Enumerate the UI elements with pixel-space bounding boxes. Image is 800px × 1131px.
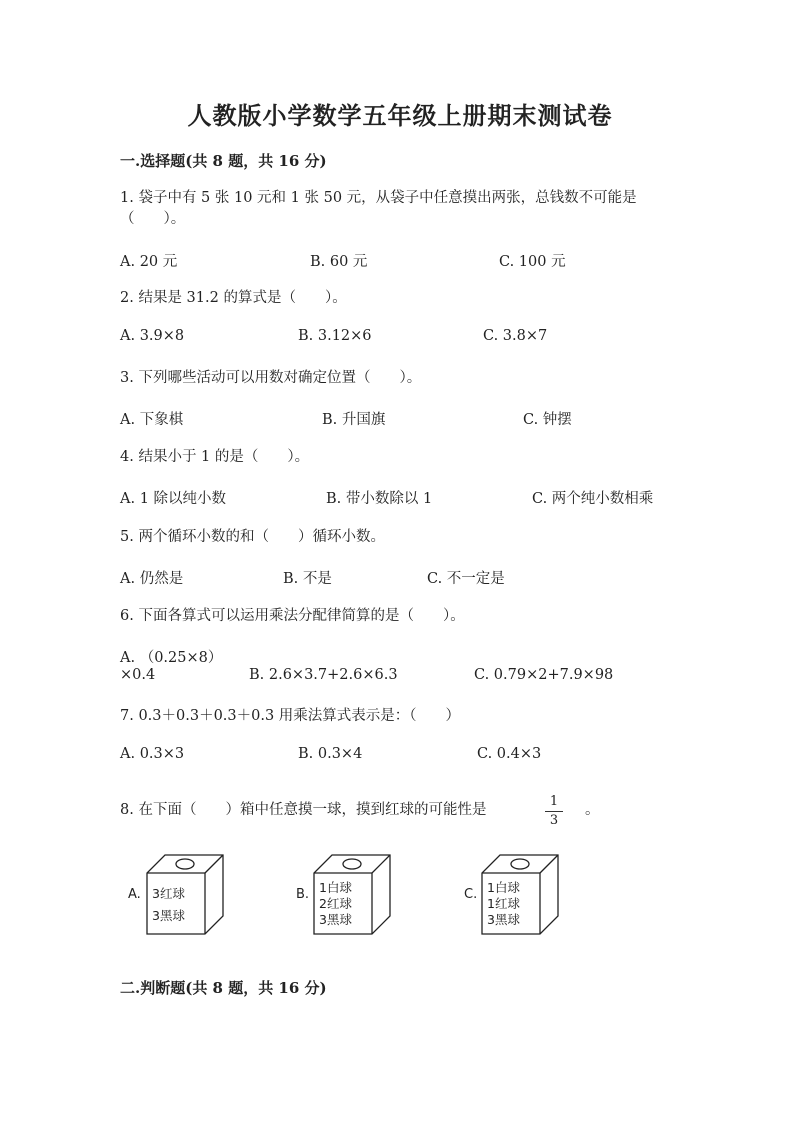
- question-1-option-c[interactable]: C. 100 元: [499, 254, 566, 270]
- fraction-bar: [545, 811, 563, 812]
- question-5-text: 5. 两个循环小数的和（ ）循环小数。: [120, 529, 385, 545]
- box-c-line-3: 3黑球: [487, 912, 520, 927]
- box-a-hole: [176, 859, 194, 869]
- question-8-text-end: 。: [585, 802, 600, 818]
- box-b-line-1: 1白球: [319, 880, 352, 895]
- question-6-option-a[interactable]: A. （0.25×8）: [120, 650, 223, 666]
- box-c-figure[interactable]: [481, 853, 561, 938]
- box-b-line-3: 3黑球: [319, 912, 352, 927]
- question-2-option-c[interactable]: C. 3.8×7: [483, 328, 548, 344]
- box-b-label[interactable]: B.: [296, 887, 310, 902]
- question-7-text: 7. 0.3＋0.3＋0.3＋0.3 用乘法算式表示是：（ ）: [120, 708, 461, 724]
- box-a-line-2: 3黑球: [152, 908, 185, 923]
- question-2-option-b[interactable]: B. 3.12×6: [298, 328, 372, 344]
- question-1-option-b[interactable]: B. 60 元: [310, 254, 368, 270]
- box-c-line-1: 1白球: [487, 880, 520, 895]
- question-1-text-cont: （ ）。: [120, 211, 186, 227]
- page-title: 人教版小学数学五年级上册期末测试卷: [187, 101, 613, 130]
- probability-fraction: [545, 794, 563, 829]
- question-4-option-c[interactable]: C. 两个纯小数相乘: [532, 491, 654, 507]
- question-6-text: 6. 下面各算式可以运用乘法分配律简算的是（ ）。: [120, 608, 465, 624]
- box-b-figure[interactable]: [313, 853, 393, 938]
- question-3-option-a[interactable]: A. 下象棋: [120, 412, 184, 428]
- box-a-label[interactable]: A.: [128, 887, 141, 902]
- question-1-option-a[interactable]: A. 20 元: [120, 254, 178, 270]
- question-2-text: 2. 结果是 31.2 的算式是（ ）。: [120, 290, 347, 306]
- section-heading-choice: 一.选择题(共 8 题，共 16 分): [120, 152, 327, 170]
- question-6-option-a-cont[interactable]: ×0.4: [120, 667, 156, 683]
- fraction-numerator: 1: [549, 794, 559, 809]
- question-4-text: 4. 结果小于 1 的是（ ）。: [120, 449, 310, 465]
- question-7-option-a[interactable]: A. 0.3×3: [120, 746, 185, 762]
- question-2-option-a[interactable]: A. 3.9×8: [120, 328, 185, 344]
- box-a-line-1: 3红球: [152, 886, 185, 901]
- question-3-option-b[interactable]: B. 升国旗: [322, 412, 386, 428]
- box-c-hole: [511, 859, 529, 869]
- box-c-label[interactable]: C.: [464, 887, 478, 902]
- question-6-option-c[interactable]: C. 0.79×2+7.9×98: [474, 667, 614, 683]
- question-5-option-c[interactable]: C. 不一定是: [427, 571, 505, 587]
- question-4-option-a[interactable]: A. 1 除以纯小数: [120, 491, 227, 507]
- box-c-line-2: 1红球: [487, 896, 520, 911]
- fraction-denominator: 3: [549, 813, 559, 828]
- question-7-option-c[interactable]: C. 0.4×3: [477, 746, 542, 762]
- question-3-text: 3. 下列哪些活动可以用数对确定位置（ ）。: [120, 370, 422, 386]
- question-6-option-b[interactable]: B. 2.6×3.7+2.6×6.3: [249, 667, 398, 683]
- section-heading-judgment: 二.判断题(共 8 题，共 16 分): [120, 979, 327, 997]
- question-3-option-c[interactable]: C. 钟摆: [523, 412, 572, 428]
- box-b-hole: [343, 859, 361, 869]
- box-a-figure[interactable]: [146, 853, 226, 938]
- question-4-option-b[interactable]: B. 带小数除以 1: [326, 491, 433, 507]
- box-b-line-2: 2红球: [319, 896, 352, 911]
- question-7-option-b[interactable]: B. 0.3×4: [298, 746, 363, 762]
- question-5-option-b[interactable]: B. 不是: [283, 571, 332, 587]
- question-8-text: 8. 在下面（ ）箱中任意摸一球，摸到红球的可能性是: [120, 802, 487, 818]
- question-5-option-a[interactable]: A. 仍然是: [120, 571, 184, 587]
- question-1-text: 1. 袋子中有 5 张 10 元和 1 张 50 元，从袋子中任意摸出两张，总钱数不可能是: [120, 190, 637, 206]
